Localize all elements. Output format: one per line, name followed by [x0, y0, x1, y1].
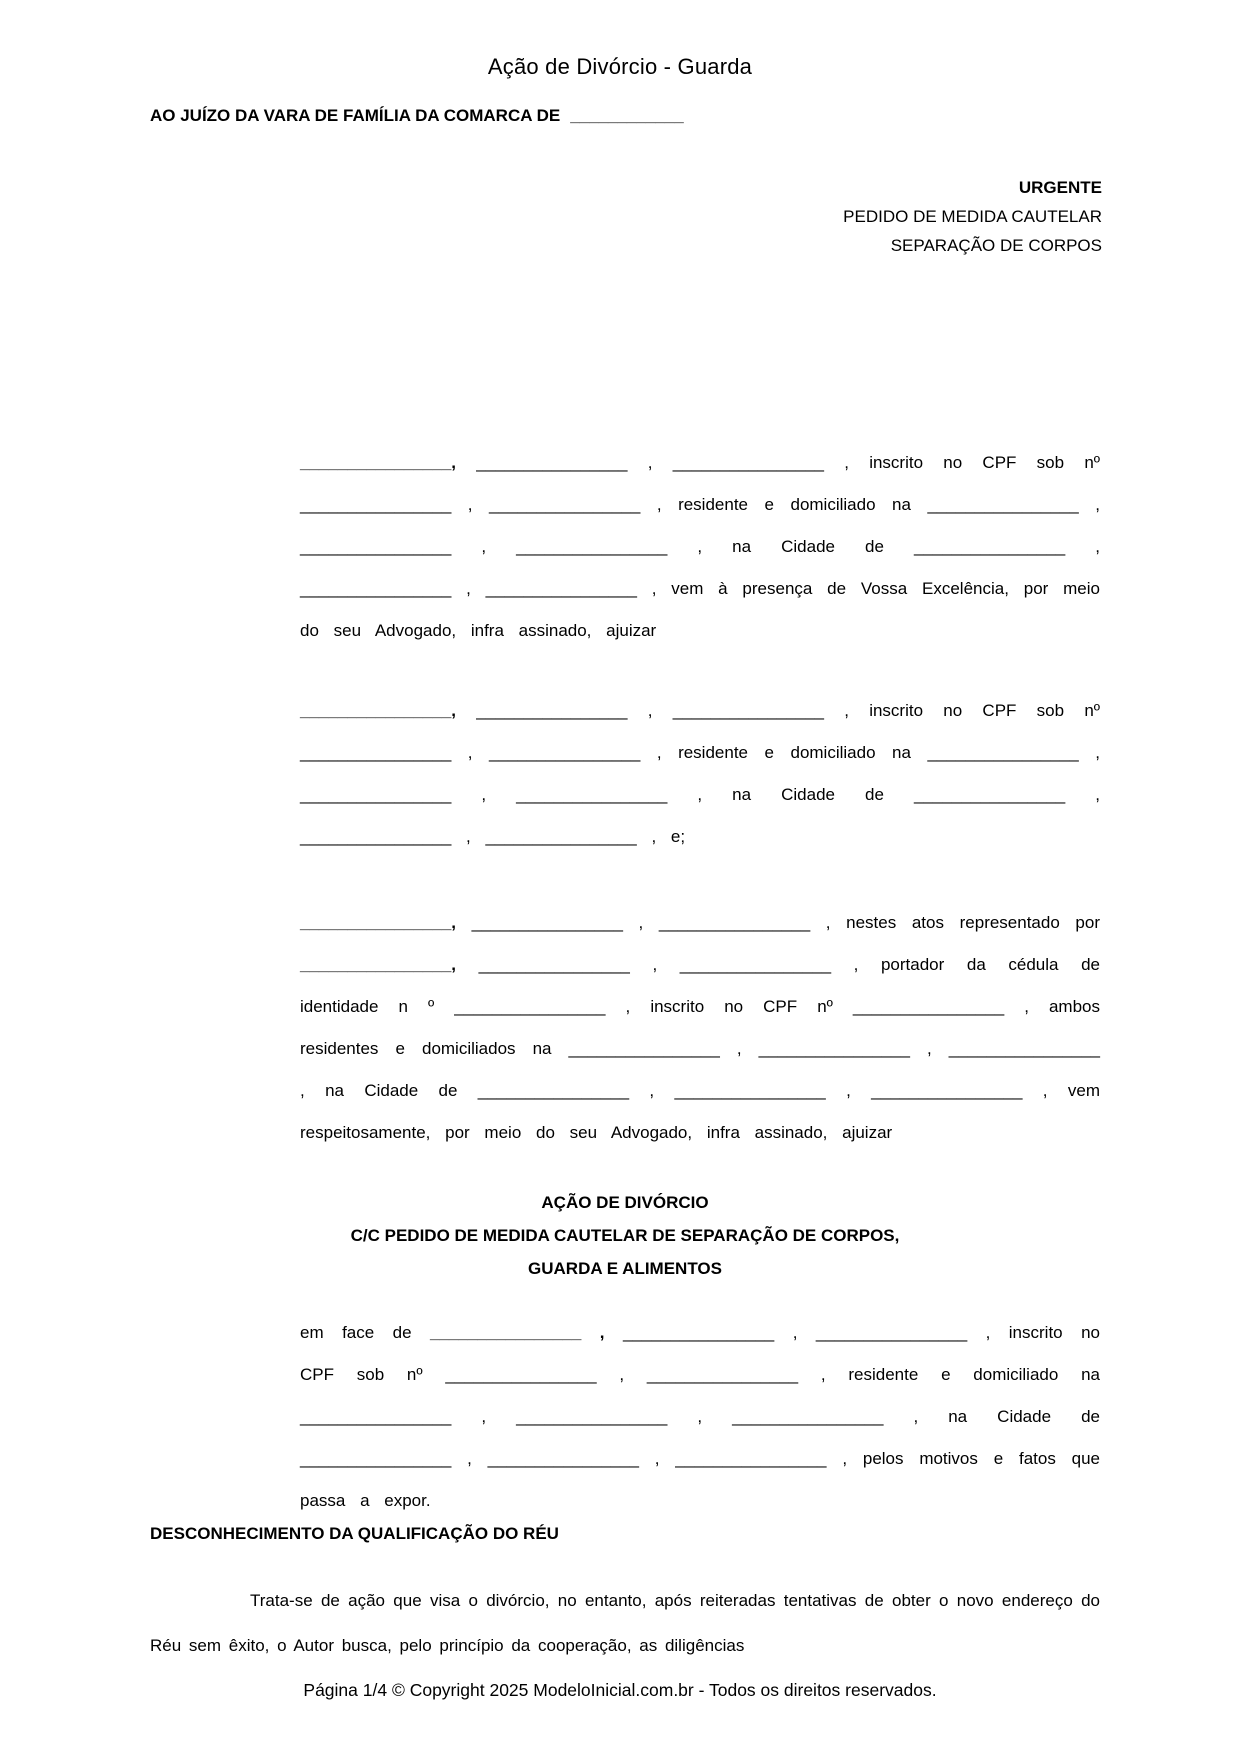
section-heading-desconhecimento-qualificacao-reu: DESCONHECIMENTO DA QUALIFICAÇÃO DO RÉU: [150, 1524, 559, 1543]
document-title: Ação de Divórcio - Guarda: [487, 54, 753, 79]
urgency-line-urgente: URGENTE: [1018, 178, 1102, 197]
action-title-line-1: AÇÃO DE DIVÓRCIO: [541, 1193, 709, 1212]
paragraph-defendant-qualification: em face de ________________ , ________________ , ________________ , inscrito no CPF sob nº ________________ , ________________ , residente e domiciliado na ________________ , ________________ , ________________ , na Cidade de ________________ , ________________ , ________________ , pelos motivos e fatos que passa a expor.: [300, 1323, 1100, 1510]
action-title-block: [150, 1186, 1100, 1285]
action-title-line-3: GUARDA E ALIMENTOS: [528, 1259, 722, 1278]
urgency-line-separacao-corpos: SEPARAÇÃO DE CORPOS: [890, 236, 1102, 255]
addressee-line: [150, 106, 684, 126]
urgency-line-pedido-cautelar: PEDIDO DE MEDIDA CAUTELAR: [843, 207, 1102, 226]
paragraph-minor-represented-qualification: ________________, ________________ , ________________ , nestes atos representado por ________________, ________________ , ________________ , portador da cédula de identidade n º ________________ , inscrito no CPF nº ________________ , ambos residentes e domiciliados na ________________ , ________________ , ________________ , na Cidade de ________________ , ________________ , ________________ , vem respeitosamente, por meio do seu Advogado, infra assinado, ajuizar: [300, 913, 1100, 1142]
paragraph-author-1-qualification: ________________, ________________ , ________________ , inscrito no CPF sob nº ________________ , ________________ , residente e domiciliado na ________________ , ________________ , ________________ , na Cidade de ________________ , ________________ , ________________ , vem à presença de Vossa Excelência, por meio do seu Advogado, infra assinado, ajuizar: [300, 453, 1100, 640]
paragraph-body-intro: Trata-se de ação que visa o divórcio, no entanto, após reiteradas tentativas de obter o novo endereço do Réu sem êxito, o Autor busca, pelo princípio da cooperação, as diligências: [150, 1591, 1100, 1655]
addressee-label: AO JUÍZO DA VARA DE FAMÍLIA DA COMARCA DE: [150, 106, 561, 125]
action-title-line-2: C/C PEDIDO DE MEDIDA CAUTELAR DE SEPARAÇÃO DE CORPOS,: [350, 1226, 900, 1245]
page-footer-copyright: Página 1/4 © Copyright 2025 ModeloInicial.com.br - Todos os direitos reservados.: [303, 1680, 937, 1700]
urgency-block: [843, 173, 1102, 260]
addressee-blank-field: ____________: [570, 106, 684, 125]
paragraph-author-2-qualification: ________________, ________________ , ________________ , inscrito no CPF sob nº ________________ , ________________ , residente e domiciliado na ________________ , ________________ , ________________ , na Cidade de ________________ , ________________ , ________________ , e;: [300, 701, 1100, 846]
